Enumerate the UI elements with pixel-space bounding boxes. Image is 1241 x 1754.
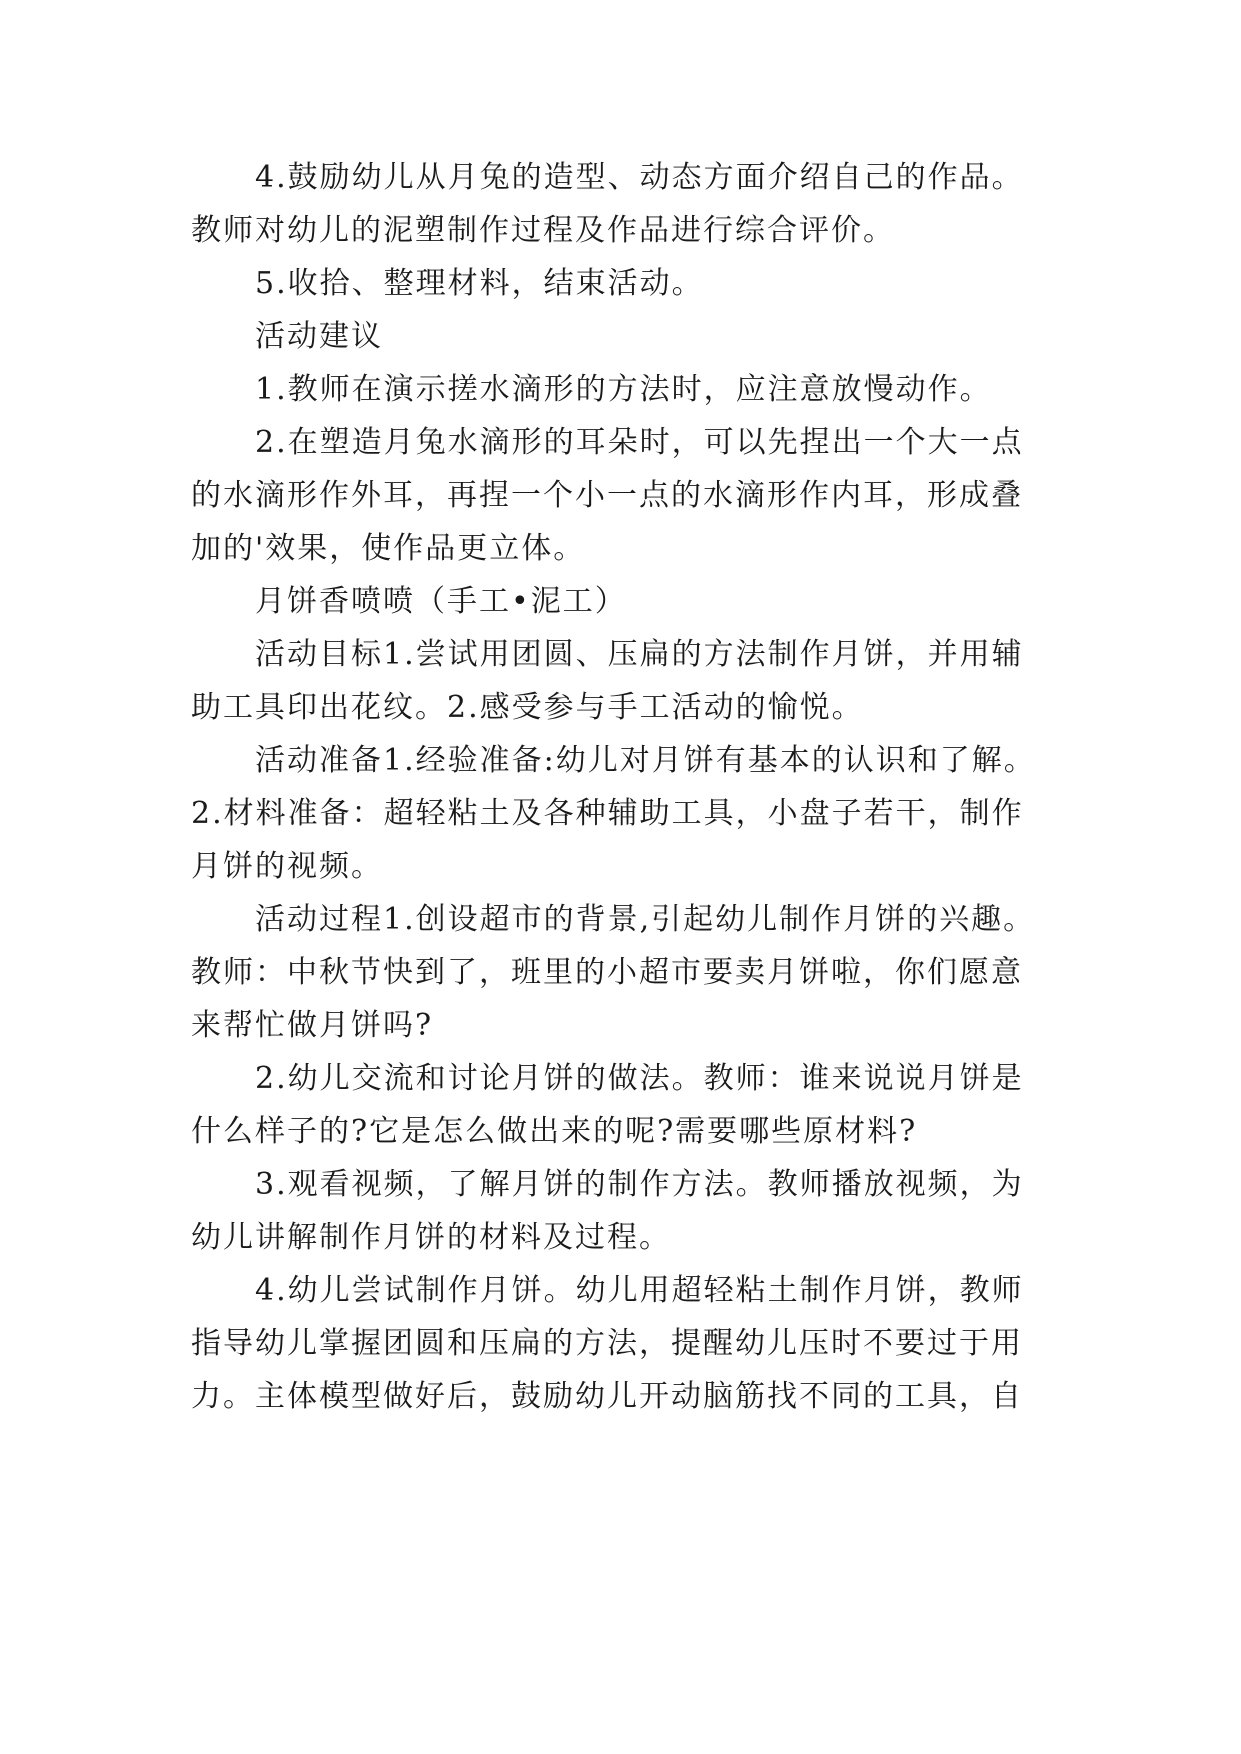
text-line: 2.材料准备：超轻粘土及各种辅助工具，小盘子若干，制作 [191,796,1024,831]
text-line: 4.幼儿尝试制作月饼。幼儿用超轻粘土制作月饼，教师 [255,1273,1024,1308]
text-line: 力。主体模型做好后，鼓励幼儿开动脑筋找不同的工具，自 [191,1379,1023,1414]
text-line: 教师对幼儿的泥塑制作过程及作品进行综合评价。 [191,213,895,248]
text-line: 活动准备1.经验准备:幼儿对月饼有基本的认识和了解。 [255,743,1036,778]
text-line: 2.幼儿交流和讨论月饼的做法。教师：谁来说说月饼是 [255,1061,1024,1096]
section-heading: 活动建议 [255,319,383,354]
text-line: 助工具印出花纹。2.感受参与手工活动的愉悦。 [191,690,864,725]
text-line: 月饼的视频。 [191,849,383,884]
text-line: 教师：中秋节快到了，班里的小超市要卖月饼啦，你们愿意 [191,955,1023,990]
text-line: 1.教师在演示搓水滴形的方法时，应注意放慢动作。 [255,372,992,407]
text-line: 的水滴形作外耳，再捏一个小一点的水滴形作内耳，形成叠 [191,478,1023,513]
text-line: 活动过程1.创设超市的背景,引起幼儿制作月饼的兴趣。 [255,902,1036,937]
text-line: 加的'效果，使作品更立体。 [191,531,586,566]
text-line: 活动目标1.尝试用团圆、压扁的方法制作月饼，并用辅 [255,637,1024,672]
text-line: 5.收拾、整理材料，结束活动。 [255,266,704,301]
text-line: 4.鼓励幼儿从月兔的造型、动态方面介绍自己的作品。 [255,160,1024,195]
section-heading: 月饼香喷喷（手工•泥工） [255,584,627,619]
text-line: 来帮忙做月饼吗? [191,1008,434,1043]
text-line: 2.在塑造月兔水滴形的耳朵时，可以先捏出一个大一点 [255,425,1024,460]
text-line: 什么样子的?它是怎么做出来的呢?需要哪些原材料? [191,1114,918,1149]
text-line: 幼儿讲解制作月饼的材料及过程。 [191,1220,671,1255]
text-line: 指导幼儿掌握团圆和压扁的方法，提醒幼儿压时不要过于用 [191,1326,1023,1361]
text-line: 3.观看视频，了解月饼的制作方法。教师播放视频，为 [255,1167,1024,1202]
